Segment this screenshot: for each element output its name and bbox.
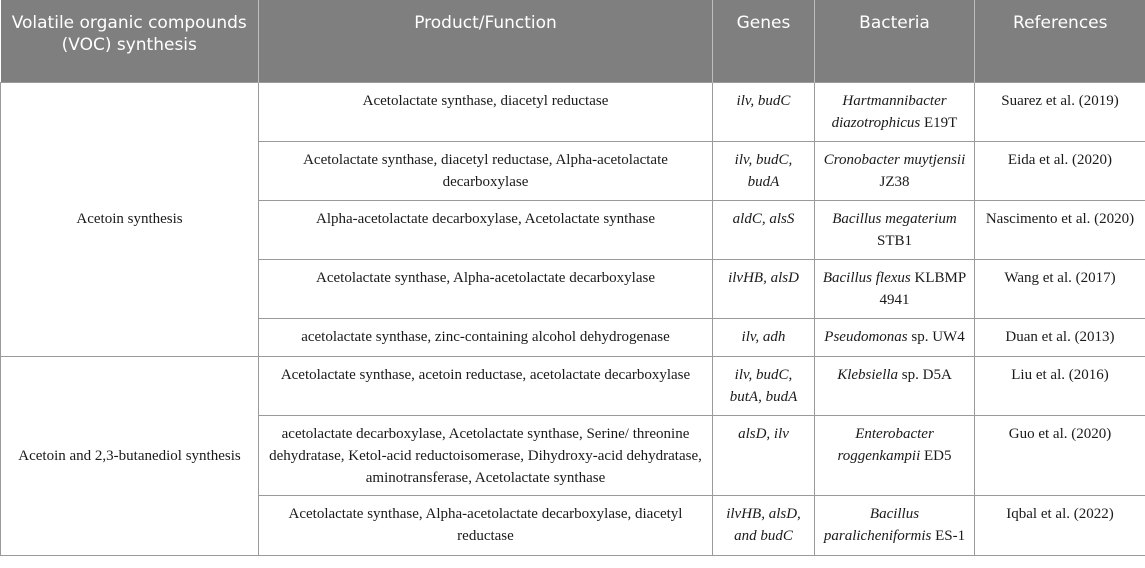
bacteria-species: Klebsiella (837, 366, 899, 383)
bacteria-strain: ED5 (920, 447, 952, 464)
genes-cell: ilv, budC, butA, budA (713, 356, 815, 415)
header-voc: Volatile organic compounds (VOC) synthesis (1, 0, 259, 82)
product-cell: Alpha-acetolactate decarboxylase, Acetolactate synthase (259, 200, 713, 259)
bacteria-cell (815, 495, 975, 555)
product-cell: Acetolactate synthase, Alpha-acetolactate decarboxylase (259, 259, 713, 318)
bacteria-species: Bacillus megaterium (832, 210, 957, 227)
header-references: References (975, 0, 1145, 82)
product-cell: Acetolactate synthase, diacetyl reductase (259, 82, 713, 141)
genes-cell: ilvHB, alsD (713, 259, 815, 318)
header-row (1, 0, 1145, 82)
product-cell: Acetolactate synthase, diacetyl reductase, Alpha-acetolactate decarboxylase (259, 141, 713, 200)
voc-category-cell: Acetoin synthesis (1, 82, 259, 356)
bacteria-species: Enterobacter roggenkampii (837, 425, 934, 464)
bacteria-strain: sp. UW4 (907, 328, 965, 345)
bacteria-cell (815, 415, 975, 495)
bacteria-strain: STB1 (876, 232, 912, 249)
product-cell: Acetolactate synthase, acetoin reductase, acetolactate decarboxylase (259, 356, 713, 415)
reference-cell: Nascimento et al. (2020) (975, 200, 1145, 259)
genes-cell: ilv, budC (713, 82, 815, 141)
bacteria-cell (815, 200, 975, 259)
bacteria-strain: JZ38 (879, 173, 910, 190)
bacteria-species: Bacillus paralicheniformis (823, 505, 932, 544)
reference-cell: Liu et al. (2016) (975, 356, 1145, 415)
genes-cell: ilvHB, alsD, and budC (713, 495, 815, 555)
bacteria-cell (815, 82, 975, 141)
voc-category-cell: Acetoin and 2,3-butanediol synthesis (1, 356, 259, 555)
header-bacteria: Bacteria (815, 0, 975, 82)
header-product: Product/Function (259, 0, 713, 82)
genes-cell: alsD, ilv (713, 415, 815, 495)
product-cell: acetolactate synthase, zinc-containing alcohol dehydrogenase (259, 318, 713, 356)
bacteria-strain: ES-1 (931, 527, 966, 544)
genes-cell: ilv, adh (713, 318, 815, 356)
reference-cell: Guo et al. (2020) (975, 415, 1145, 495)
bacteria-cell (815, 141, 975, 200)
bacteria-species: Hartmannibacter diazotrophicus (831, 92, 947, 131)
genes-cell: aldC, alsS (713, 200, 815, 259)
bacteria-strain: sp. D5A (898, 366, 952, 383)
reference-cell: Iqbal et al. (2022) (975, 495, 1145, 555)
bacteria-species: Pseudomonas (824, 328, 908, 345)
bacteria-species: Bacillus flexus (822, 269, 911, 286)
reference-cell: Suarez et al. (2019) (975, 82, 1145, 141)
table-row (1, 82, 1145, 141)
header-genes: Genes (713, 0, 815, 82)
genes-cell: ilv, budC, budA (713, 141, 815, 200)
table-row (1, 356, 1145, 415)
bacteria-cell (815, 356, 975, 415)
bacteria-cell (815, 318, 975, 356)
reference-cell: Wang et al. (2017) (975, 259, 1145, 318)
product-cell: Acetolactate synthase, Alpha-acetolactate decarboxylase, diacetyl reductase (259, 495, 713, 555)
reference-cell: Duan et al. (2013) (975, 318, 1145, 356)
bacteria-strain: KLBMP 4941 (879, 269, 967, 308)
product-cell: acetolactate decarboxylase, Acetolactate synthase, Serine/ threonine dehydratase, Ketol-acid reductoisomerase, Dihydroxy-acid dehydratase, aminotransferase, Acetolactate synthase (259, 415, 713, 495)
bacteria-strain: E19T (920, 114, 958, 131)
reference-cell: Eida et al. (2020) (975, 141, 1145, 200)
bacteria-species: Cronobacter muytjensii (823, 151, 966, 168)
bacteria-cell (815, 259, 975, 318)
